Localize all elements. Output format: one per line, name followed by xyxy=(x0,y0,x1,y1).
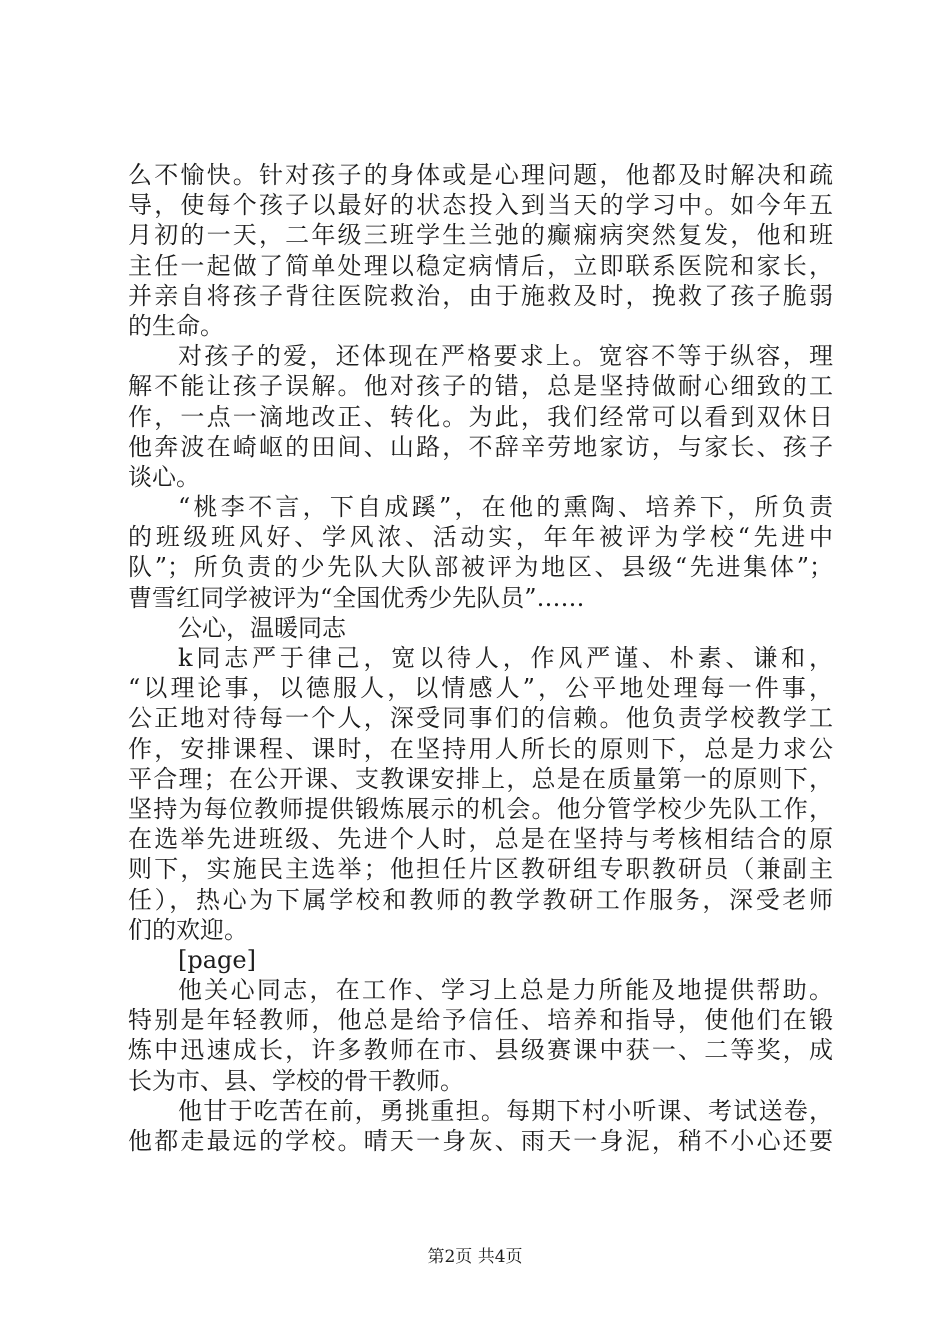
text-line: 月初的一天，二年级三班学生兰弛的癫痫病突然复发，他和班 xyxy=(128,221,833,250)
text-line: 在选举先进班级、先进个人时，总是在坚持与考核相结合的原 xyxy=(128,825,833,854)
text-line: 他都走最远的学校。晴天一身灰、雨天一身泥，稍不小心还要 xyxy=(128,1127,833,1155)
text-line: 作，安排课程、课时，在坚持用人所长的原则下，总是力求公 xyxy=(128,734,833,763)
text-line: “以理论事，以德服人，以情感人”，公平地处理每一件事， xyxy=(128,674,833,703)
text-line: 则下，实施民主选举；他担任片区教研组专职教研员（兼副主 xyxy=(128,855,833,884)
page-footer: 第2页 共4页 xyxy=(427,1247,523,1267)
text-line: 主任一起做了简单处理以稳定病情后，立即联系医院和家长， xyxy=(128,251,833,280)
text-line: 长为市、县、学校的骨干教师。 xyxy=(128,1066,464,1095)
text-line: 作，一点一滴地改正、转化。为此，我们经常可以看到双休日 xyxy=(128,402,833,431)
text-line: 导，使每个孩子以最好的状态投入到当天的学习中。如今年五 xyxy=(128,191,833,220)
text-line: 他奔波在崎岖的田间、山路，不辞辛劳地家访，与家长、孩子 xyxy=(128,432,833,461)
text-line: 的生命。 xyxy=(128,311,224,340)
text-line: 他关心同志，在工作、学习上总是力所能及地提供帮助。 xyxy=(178,976,833,1005)
text-line: 么不愉快。针对孩子的身体或是心理问题，他都及时解决和疏 xyxy=(128,161,833,189)
text-line: 任），热心为下属学校和教师的教学教研工作服务，深受老师 xyxy=(128,885,833,914)
text-line: 公心，温暖同志 xyxy=(178,613,346,642)
text-line: 并亲自将孩子背往医院救治，由于施救及时，挽救了孩子脆弱 xyxy=(128,281,833,310)
text-line: “桃李不言，下自成蹊”，在他的熏陶、培养下，所负责 xyxy=(178,493,833,522)
text-line: 曹雪红同学被评为“全国优秀少先队员”…… xyxy=(128,583,585,612)
text-line: 的班级班风好、学风浓、活动实，年年被评为学校“先进中 xyxy=(128,523,833,552)
text-line: 对孩子的爱，还体现在严格要求上。宽容不等于纵容，理 xyxy=(178,342,833,371)
text-line: 炼中迅速成长，许多教师在市、县级赛课中获一、二等奖，成 xyxy=(128,1036,833,1065)
text-line: k同志严于律己，宽以待人，作风严谨、朴素、谦和， xyxy=(178,644,833,672)
text-line: 他甘于吃苦在前，勇挑重担。每期下村小听课、考试送卷， xyxy=(178,1096,833,1125)
text-line: 坚持为每位教师提供锻炼展示的机会。他分管学校少先队工作， xyxy=(128,794,833,823)
text-line: 解不能让孩子误解。他对孩子的错，总是坚持做耐心细致的工 xyxy=(128,372,833,401)
text-line: 公正地对待每一个人，深受同事们的信赖。他负责学校教学工 xyxy=(128,704,833,733)
text-line: 们的欢迎。 xyxy=(128,915,248,944)
body-text xyxy=(128,160,833,1156)
text-line: 特别是年轻教师，他总是给予信任、培养和指导，使他们在锻 xyxy=(128,1006,833,1035)
text-line: [page] xyxy=(178,945,256,974)
text-line: 平合理；在公开课、支教课安排上，总是在质量第一的原则下， xyxy=(128,764,833,793)
text-line: 队”；所负责的少先队大队部被评为地区、县级“先进集体”； xyxy=(128,553,833,582)
text-line: 谈心。 xyxy=(128,462,200,491)
